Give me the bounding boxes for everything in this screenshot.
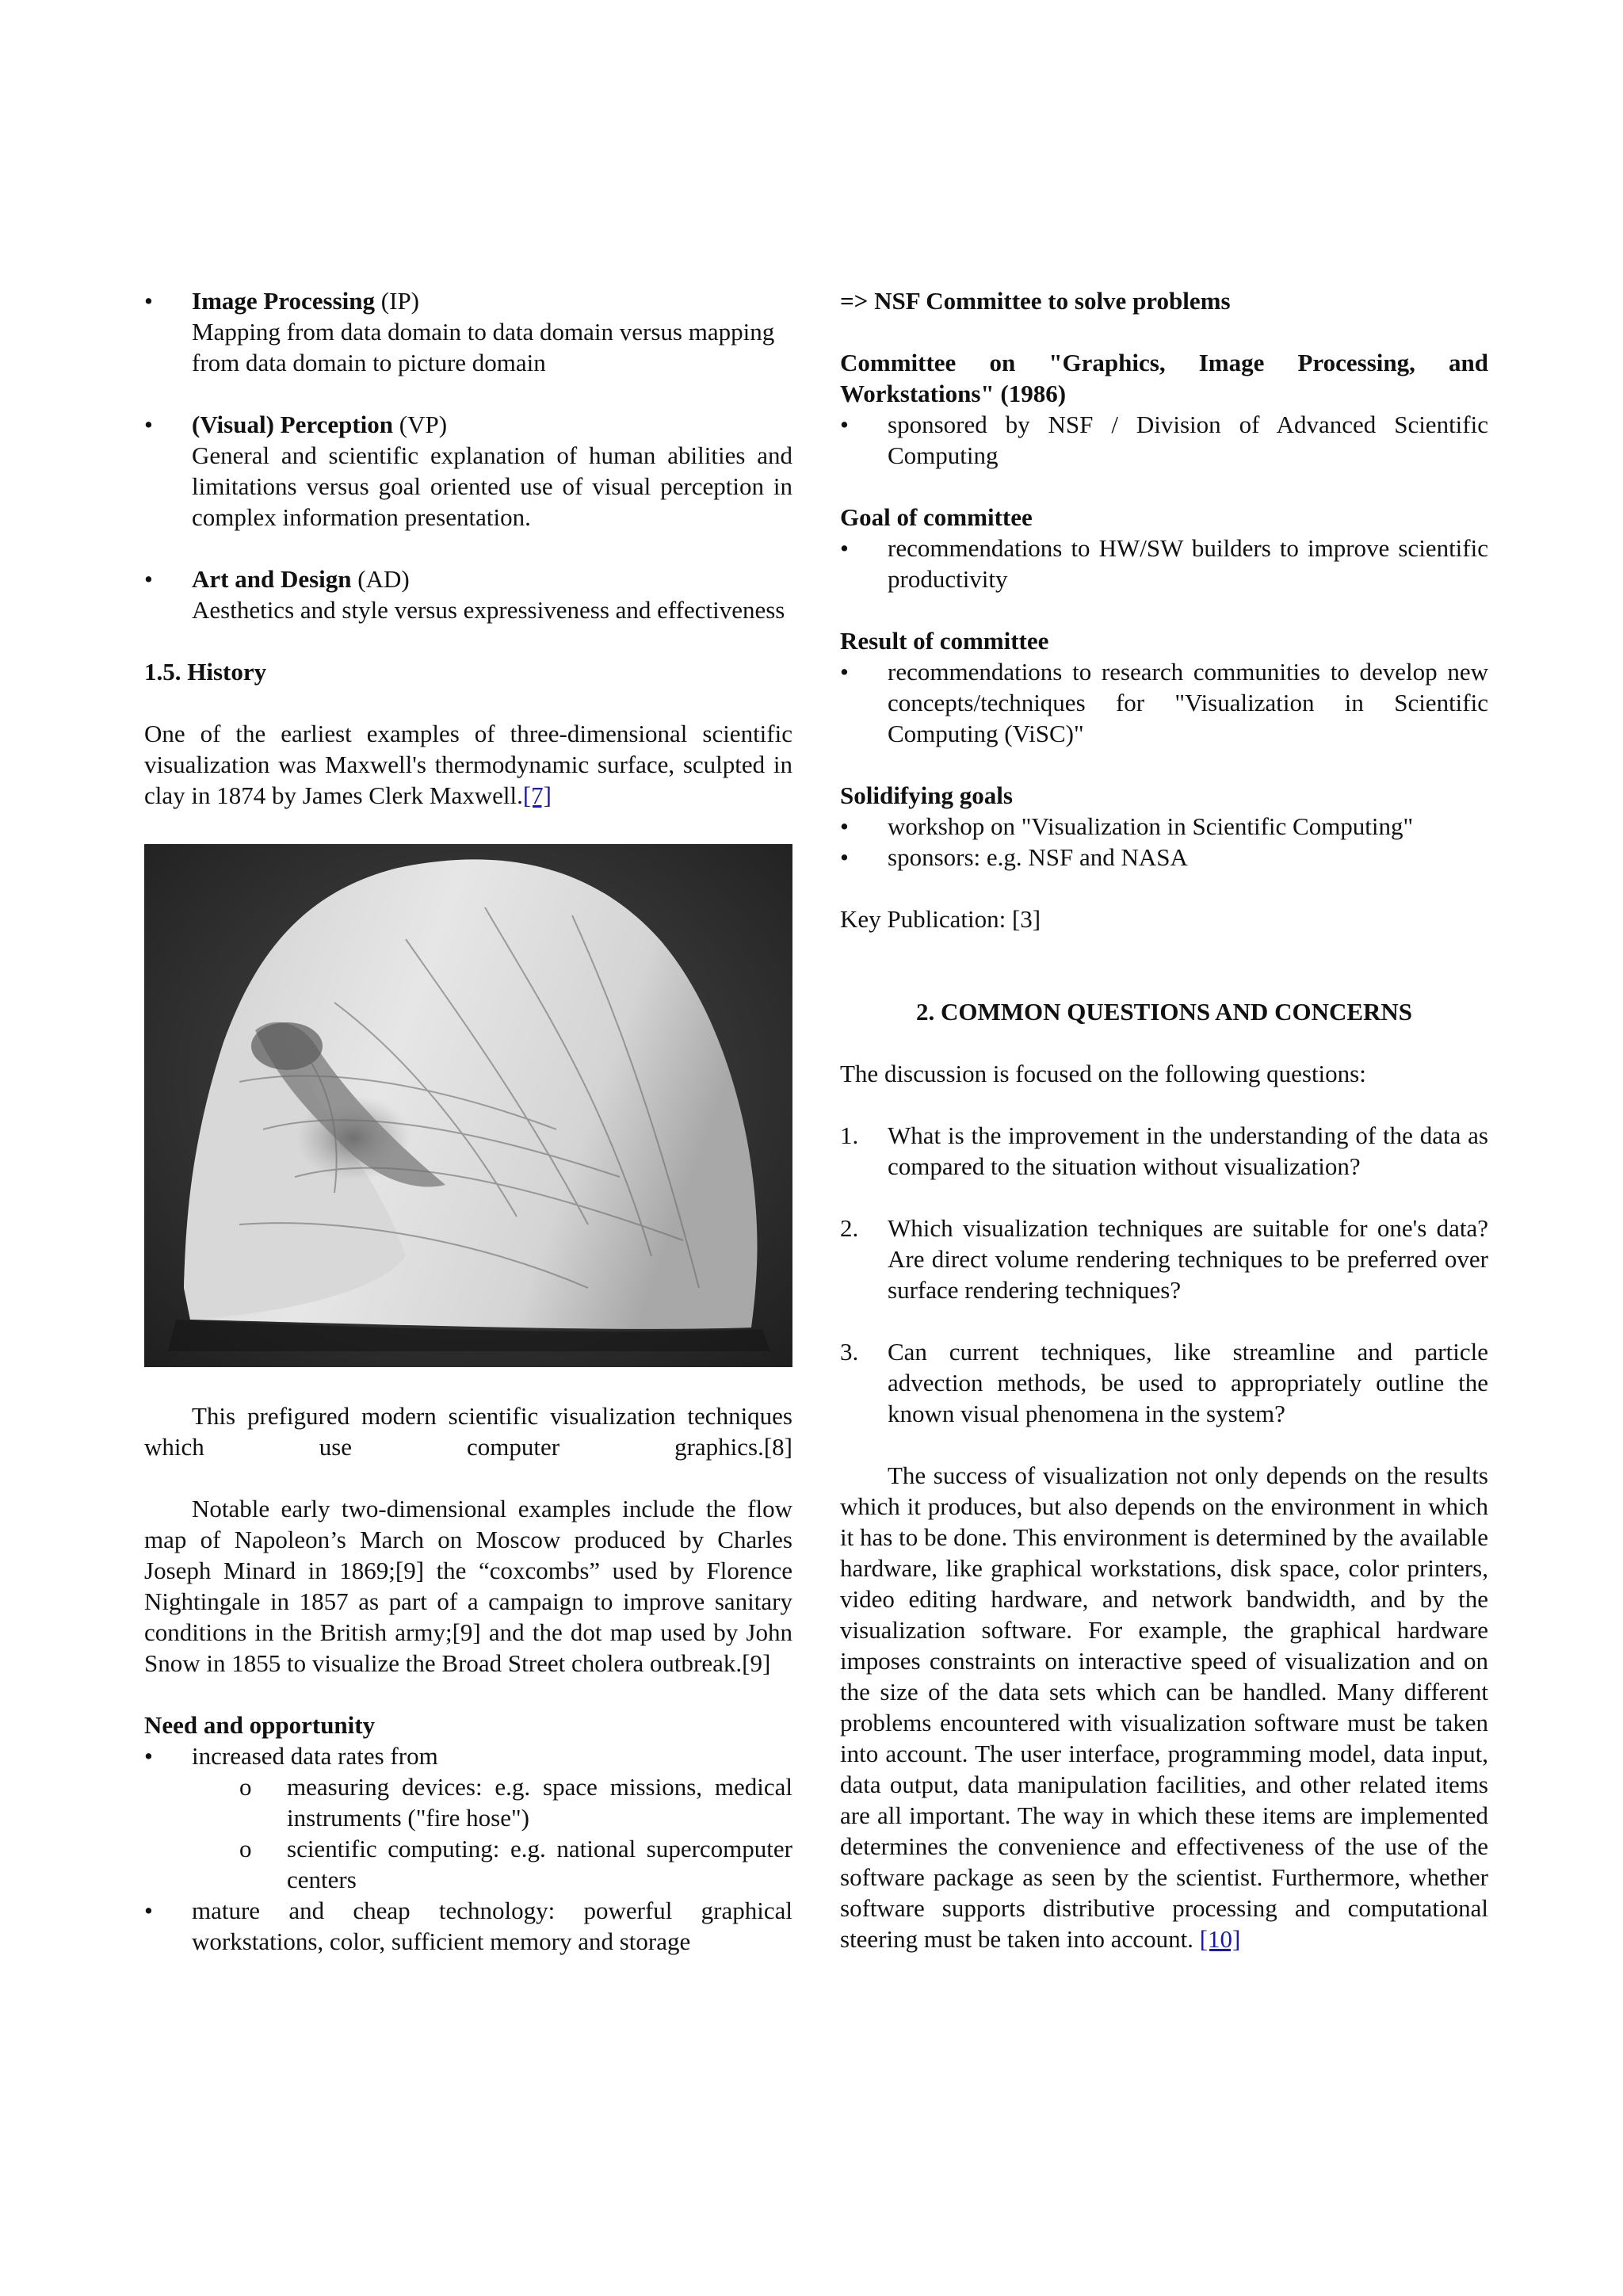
bullet-art-design xyxy=(144,563,792,625)
left-column xyxy=(144,285,792,1957)
bullet-visual-perception xyxy=(144,409,792,533)
vp-title: (Visual) Perception xyxy=(192,411,393,438)
ad-desc: Aesthetics and style versus expressiveness and effectiveness xyxy=(192,596,785,624)
need-sub-measuring xyxy=(144,1771,792,1833)
history-text: One of the earliest examples of three-dimensional scientific visualization was Maxwell's thermodynamic surface, sculpted in clay in 1874 by James Clerk Maxwell. xyxy=(144,720,792,809)
need-item-technology xyxy=(144,1895,792,1957)
need-sub-scientific xyxy=(144,1833,792,1895)
history-ref-link[interactable]: [7] xyxy=(522,781,552,809)
prefigured-paragraph: This prefigured modern scientific visualization techniques which use computer graphics.[8] xyxy=(144,1402,792,1461)
need-sub1-text: measuring devices: e.g. space missions, medical instruments ("fire hose") xyxy=(287,1773,792,1832)
committee-item xyxy=(840,409,1488,471)
need-heading: Need and opportunity xyxy=(144,1711,376,1739)
ip-desc: Mapping from data domain to data domain versus mapping from data domain to picture domain xyxy=(192,318,775,376)
bullet-glyph: • xyxy=(840,658,849,686)
solidifying-item-sponsors xyxy=(840,842,1488,873)
bullet-glyph: • xyxy=(840,411,849,438)
need-item1-text: increased data rates from xyxy=(192,1742,438,1770)
question-text: What is the improvement in the understanding of the data as compared to the situation without visualization? xyxy=(888,1121,1488,1180)
question-item xyxy=(840,1213,1488,1305)
ip-title: Image Processing xyxy=(192,287,376,315)
vp-desc: General and scientific explanation of human abilities and limitations versus goal oriented use of visual perception in complex information presentation. xyxy=(192,441,792,531)
need-item-data-rates xyxy=(144,1740,792,1771)
question-number: 2. xyxy=(840,1214,859,1242)
ip-abbr: (IP) xyxy=(375,287,420,315)
goal-item-text: recommendations to HW/SW builders to improve scientific productivity xyxy=(888,534,1488,593)
result-item xyxy=(840,656,1488,749)
notable-paragraph: Notable early two-dimensional examples include the flow map of Napoleon’s March on Moscow produced by Charles Joseph Minard in 1869;[9] the “coxcombs” used by Florence Nightingale in 1857 as part of a campaign to improve sanitary conditions in the British army;[9] and the dot map used by John Snow in 1855 to visualize the Broad Street cholera outbreak.[9] xyxy=(144,1495,792,1677)
history-heading: 1.5. History xyxy=(144,658,267,686)
bullet-glyph: • xyxy=(144,1742,153,1770)
goal-item xyxy=(840,533,1488,594)
solid-item2-text: sponsors: e.g. NSF and NASA xyxy=(888,843,1188,871)
bullet-glyph: • xyxy=(144,1897,153,1924)
question-number: 3. xyxy=(840,1338,859,1366)
key-publication: Key Publication: [3] xyxy=(840,905,1041,933)
ad-title: Art and Design xyxy=(192,565,352,593)
right-column xyxy=(840,285,1488,1954)
bullet-glyph: • xyxy=(144,287,153,315)
result-item-text: recommendations to research communities to develop new concepts/techniques for "Visualization in Scientific Computing (ViSC)" xyxy=(888,658,1488,747)
need-item2-text: mature and cheap technology: powerful graphical workstations, color, sufficient memory and storage xyxy=(192,1897,792,1955)
solid-item1-text: workshop on "Visualization in Scientific Computing" xyxy=(888,812,1414,840)
question-item xyxy=(840,1336,1488,1429)
ad-abbr: (AD) xyxy=(351,565,410,593)
solidifying-item-workshop xyxy=(840,811,1488,842)
history-paragraph xyxy=(144,718,792,811)
bullet-image-processing xyxy=(144,285,792,378)
committee-item-text: sponsored by NSF / Division of Advanced Scientific Computing xyxy=(888,411,1488,469)
committee-heading: Committee on "Graphics, Image Processing, and Workstations" (1986) xyxy=(840,349,1488,407)
sub-bullet-glyph: o xyxy=(239,1835,252,1862)
vp-abbr: (VP) xyxy=(393,411,448,438)
goal-heading: Goal of committee xyxy=(840,503,1033,531)
success-text: The success of visualization not only depends on the results which it produces, but also depends on the environment in which it has to be done. This environment is determined by the available hardware, like graphical workstations, disk space, color printers, video editing hardware, and network bandwidth, and by the visualization software. For example, the graphical hardware imposes constraints on interactive speed of visualization and on the size of the data sets which can be handled. Many different problems encountered with visualization software must be taken into account. The user interface, programming model, data input, data output, data manipulation facilities, and other related items are all important. The way in which these items are implemented determines the convenience and effectiveness of the use of the software package as seen by the scientist. Furthermore, whether software supports distributive processing and computational steering must be taken into account. xyxy=(840,1461,1488,1953)
success-paragraph xyxy=(840,1460,1488,1954)
bullet-glyph: • xyxy=(840,843,849,871)
sub-bullet-glyph: o xyxy=(239,1773,252,1801)
question-number: 1. xyxy=(840,1121,859,1149)
result-heading: Result of committee xyxy=(840,627,1049,655)
bullet-glyph: • xyxy=(144,411,153,438)
discussion-intro: The discussion is focused on the following questions: xyxy=(840,1060,1366,1087)
question-item xyxy=(840,1120,1488,1182)
bullet-glyph: • xyxy=(840,534,849,562)
need-sub2-text: scientific computing: e.g. national supercomputer centers xyxy=(287,1835,792,1893)
success-ref-link[interactable]: [10] xyxy=(1199,1925,1241,1953)
question-text: Can current techniques, like streamline and particle advection methods, be used to appropriately outline the known visual phenomena in the system? xyxy=(888,1338,1488,1427)
maxwell-surface-photo xyxy=(144,844,792,1367)
nsf-heading: => NSF Committee to solve problems xyxy=(840,287,1231,315)
bullet-glyph: • xyxy=(840,812,849,840)
question-text: Which visualization techniques are suitable for one's data? Are direct volume rendering techniques to be preferred over surface rendering techniques? xyxy=(888,1214,1488,1304)
bullet-glyph: • xyxy=(144,565,153,593)
solidifying-heading: Solidifying goals xyxy=(840,781,1013,809)
section-heading: 2. COMMON QUESTIONS AND CONCERNS xyxy=(915,998,1413,1026)
